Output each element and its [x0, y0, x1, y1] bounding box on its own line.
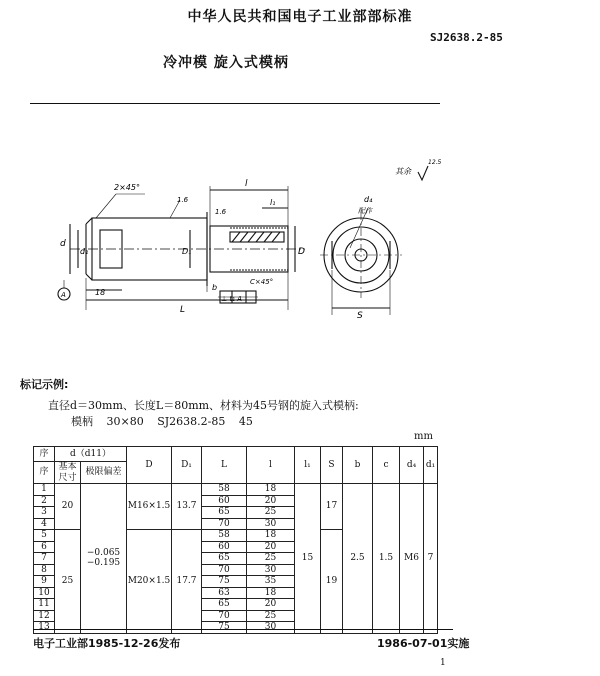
row-l: 30 — [247, 622, 295, 634]
chamfer-leader — [96, 194, 116, 218]
row-l: 25 — [247, 507, 295, 519]
hatch-1 — [232, 232, 240, 242]
marking-heading: 标记示例: — [20, 378, 69, 391]
tolerance-lower: −0.195 — [86, 558, 121, 569]
hatch-3 — [248, 232, 256, 242]
row-L: 65 — [202, 553, 247, 565]
row-no: 5 — [34, 530, 55, 542]
row-no: 13 — [34, 622, 55, 634]
row-l: 20 — [247, 599, 295, 611]
header-l1: l₁ — [295, 447, 321, 484]
row-L: 63 — [202, 587, 247, 599]
row-l: 20 — [247, 495, 295, 507]
row-l: 25 — [247, 553, 295, 565]
hatch-6 — [272, 232, 280, 242]
header-b: b — [343, 447, 373, 484]
roughness-symbol — [418, 166, 428, 180]
effective-date: 1986-07-01实施 — [377, 637, 470, 650]
dim-d-label: d — [60, 239, 66, 249]
header-D: D — [127, 447, 172, 484]
row-L: 60 — [202, 541, 247, 553]
tolerance-cell — [81, 484, 127, 634]
issued-date: 电子工业部1985-12-26发布 — [33, 637, 181, 650]
S-group2: 19 — [321, 530, 343, 634]
chamfer-right-label: C×45° — [250, 278, 274, 286]
roughness-top-label: 1.6 — [177, 196, 189, 204]
chamfer-line-bottom — [86, 274, 92, 280]
dim-D1-label: D₁ — [182, 247, 192, 256]
header-d: d（d11） — [55, 447, 127, 462]
row-no: 2 — [34, 495, 55, 507]
row-no: 11 — [34, 599, 55, 611]
row-l: 20 — [247, 541, 295, 553]
row-no: 12 — [34, 610, 55, 622]
row-L: 75 — [202, 622, 247, 634]
technical-drawing — [40, 150, 460, 320]
d-basic-group2: 25 — [55, 530, 81, 634]
datum-label: A — [61, 291, 66, 299]
marking-description: 直径d＝30mm、长度L＝80mm、材料为45号钢的旋入式模柄: — [48, 399, 359, 412]
header-limit-dev: 极限偏差 — [81, 462, 127, 484]
d1-common: 7 — [424, 484, 438, 634]
row-no: 1 — [34, 484, 55, 496]
d4-common: M6 — [400, 484, 424, 634]
row-no: 9 — [34, 576, 55, 588]
page-number: 1 — [440, 658, 446, 668]
row-L: 60 — [202, 495, 247, 507]
row-no: 7 — [34, 553, 55, 565]
row-l: 30 — [247, 564, 295, 576]
dim-S-label: S — [357, 311, 363, 320]
through-label: 配作 — [358, 207, 372, 215]
b-common: 2.5 — [343, 484, 373, 634]
D-group2: M20×1.5 — [127, 530, 172, 634]
dim-d1-label: d₁ — [80, 247, 89, 256]
dim-b-label: b — [212, 283, 218, 292]
dim-18-label: 18 — [95, 288, 106, 297]
l1-common: 15 — [295, 484, 321, 634]
row-L: 75 — [202, 576, 247, 588]
dim-L-label: L — [180, 305, 186, 315]
header-d1: d₁ — [424, 447, 438, 484]
row-no: 8 — [34, 564, 55, 576]
dim-D-label: D — [298, 247, 305, 257]
row-no: 3 — [34, 507, 55, 519]
standard-code: SJ2638.2-85 — [430, 31, 503, 44]
chamfer-left-label: 2×45° — [114, 183, 140, 192]
header-basic-size: 基本尺寸 — [55, 462, 81, 484]
perp-tolerance-label: ⊥ t₁ A — [221, 295, 242, 303]
footer-rule — [33, 629, 453, 630]
document-title: 冷冲模 旋入式模柄 — [163, 55, 289, 71]
row-L: 70 — [202, 518, 247, 530]
d-basic-group1: 20 — [55, 484, 81, 530]
header-D1: D₁ — [172, 447, 202, 484]
header-d4: d₄ — [400, 447, 424, 484]
row-no: 10 — [34, 587, 55, 599]
chamfer-line-top — [86, 218, 92, 224]
row-L: 58 — [202, 530, 247, 542]
header-rule — [30, 103, 440, 104]
roughness-face-label: 1.6 — [215, 208, 227, 216]
roughness-other-label: 其余 — [395, 167, 411, 176]
dim-l-label: l — [245, 179, 248, 189]
hatch-2 — [240, 232, 248, 242]
c-common: 1.5 — [373, 484, 400, 634]
header-c: c — [373, 447, 400, 484]
header-S: S — [321, 447, 343, 484]
marking-example: 模柄 30×80 SJ2638.2-85 45 — [71, 415, 253, 428]
D1-group2: 17.7 — [172, 530, 202, 634]
row-l: 18 — [247, 484, 295, 496]
roughness-other-value: 12.5 — [428, 159, 442, 166]
standard-body-title: 中华人民共和国电子工业部部标准 — [187, 9, 413, 25]
S-group1: 17 — [321, 484, 343, 530]
row-l: 18 — [247, 530, 295, 542]
row-l: 25 — [247, 610, 295, 622]
dim-l1-label: l₁ — [270, 198, 276, 207]
row-l: 35 — [247, 576, 295, 588]
hatch-4 — [256, 232, 264, 242]
row-L: 58 — [202, 484, 247, 496]
hatch-5 — [264, 232, 272, 242]
tolerance-upper: −0.065 — [86, 547, 121, 558]
row-no: 6 — [34, 541, 55, 553]
dim-d4-label: d₄ — [364, 195, 373, 204]
row-L: 65 — [202, 507, 247, 519]
row-L: 65 — [202, 599, 247, 611]
header-L: L — [202, 447, 247, 484]
row-L: 70 — [202, 564, 247, 576]
D-group1: M16×1.5 — [127, 484, 172, 530]
header-seq-2: 序 — [34, 462, 55, 484]
unit-label: mm — [414, 431, 433, 442]
row-l: 30 — [247, 518, 295, 530]
row-no: 4 — [34, 518, 55, 530]
row-l: 18 — [247, 587, 295, 599]
row-L: 70 — [202, 610, 247, 622]
header-seq: 序 — [34, 447, 55, 462]
header-l: l — [247, 447, 295, 484]
D1-group1: 13.7 — [172, 484, 202, 530]
spec-table — [33, 446, 438, 634]
